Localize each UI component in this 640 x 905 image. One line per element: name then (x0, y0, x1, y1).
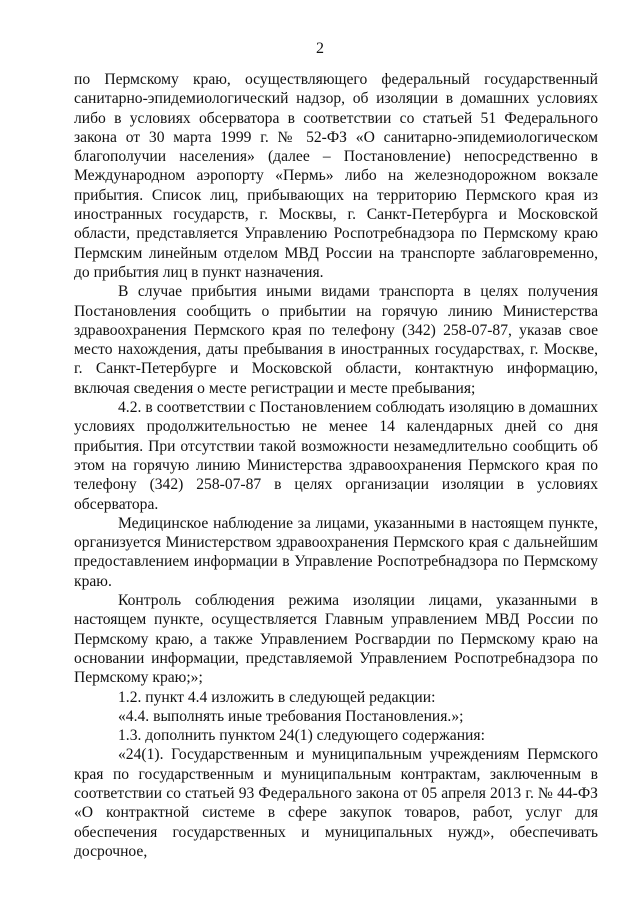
page-number: 2 (316, 40, 324, 57)
paragraph-1-2: 1.2. пункт 4.4 изложить в следующей редакции: (118, 688, 436, 706)
paragraph-4-4: «4.4. выполнять иные требования Постановления.»; (118, 707, 464, 725)
paragraph-continuation: по Пермскому краю, осуществляющего федеральный государственный санитарно-эпидемиологический надзор, об изоляции в домашних условиях либо в условиях обсерватора в соответствии со статьей 51 Федерального закона от 30 марта 1999 г. № 52-ФЗ «О санитарно-эпидемиологическом благополучии населения» (далее – Постановление) непосредственно в Международном аэропорту «Пермь» либо на железнодорожном вокзале прибытия. Список лиц, прибывающих на территорию Пермского края из иностранных государств, г. Москвы, г. Санкт-Петербурга и Московской области, представляется Управлению Роспотребнадзора по Пермскому краю Пермским линейным отделом МВД России на транспорте заблаговременно, до прибытия лиц в пункт назначения. (74, 71, 598, 281)
paragraph-medical-observation: Медицинское наблюдение за лицами, указанными в настоящем пункте, организуется Министерством здравоохранения Пермского края с дальнейшим предоставлением информации в Управление Роспотребнадзора по Пермскому краю. (74, 514, 598, 590)
paragraph-1-3: 1.3. дополнить пунктом 24(1) следующего содержания: (118, 727, 485, 745)
paragraph-arrival-other-transport: В случае прибытия иными видами транспорта в целях получения Постановления сообщить о прибытии на горячую линию Министерства здравоохранения Пермского края по телефону (342) 258-07-87, указав свое место нахождения, даты пребывания в иностранных государствах, г. Москве, г. Санкт-Петербурге и Московской области, контактную информацию, включая сведения о месте регистрации и месте пребывания; (74, 283, 598, 397)
document-body (74, 70, 598, 861)
paragraph-24-1: «24(1). Государственным и муниципальным учреждениям Пермского края по государственным и муниципальным контрактам, заключенным в соответствии со статьей 93 Федерального закона от 05 апреля 2013 г. № 44-ФЗ «О контрактной системе в сфере закупок товаров, работ, услуг для обеспечения государственных и муниципальных нужд», обеспечивать досрочное, (74, 746, 598, 860)
paragraph-4-2-isolation: 4.2. в соответствии с Постановлением соблюдать изоляцию в домашних условиях продолжительностью не менее 14 календарных дней со дня прибытия. При отсутствии такой возможности незамедлительно сообщить об этом на горячую линию Министерства здравоохранения Пермского края по телефону (342) 258-07-87 в целях организации изоляции в условиях обсерватора. (74, 399, 598, 513)
paragraph-isolation-control: Контроль соблюдения режима изоляции лицами, указанными в настоящем пункте, осуществляется Главным управлением МВД России по Пермскому краю, а также Управлением Росгвардии по Пермскому краю на основании информации, представляемой Управлением Роспотребнадзора по Пермскому краю;»; (74, 592, 598, 687)
